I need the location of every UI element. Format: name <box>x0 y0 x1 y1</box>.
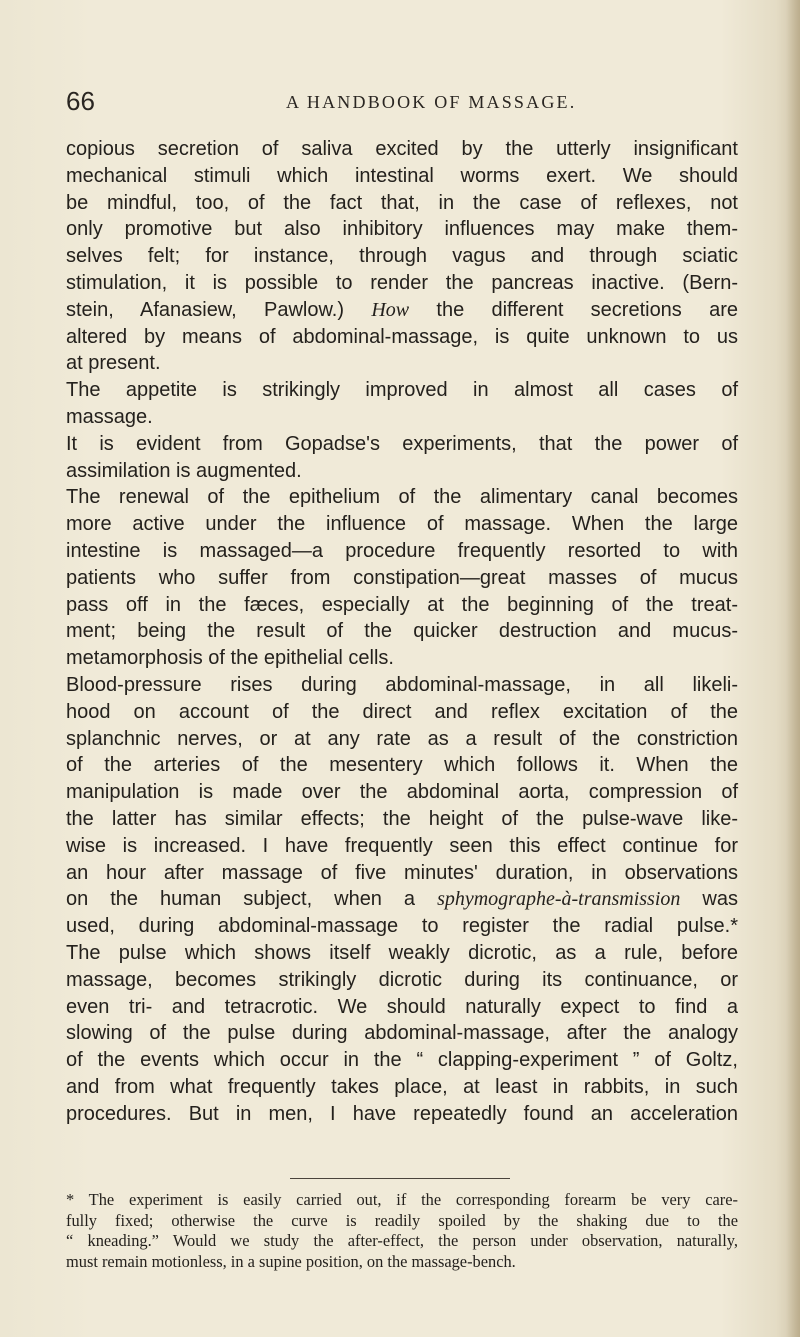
text-line: The renewal of the epithelium of the alimentary canal becomes <box>66 486 738 509</box>
text-segment: stein, Afanasiew, Pawlow.) <box>66 298 345 321</box>
text-line: only promotive but also inhibitory influences may make them- <box>66 218 738 241</box>
text-line: be mindful, too, of the fact that, in the case of reflexes, not <box>66 191 738 214</box>
text-line: The pulse which shows itself weakly dicrotic, as a rule, before <box>66 941 738 964</box>
text-line: splanchnic nerves, or at any rate as a result of the constriction <box>66 727 738 750</box>
text-line: of the arteries of the mesentery which follows it. When the <box>66 754 738 777</box>
text-line: altered by means of abdominal-massage, is quite unknown to us <box>66 325 738 348</box>
italic-how: How <box>371 298 410 321</box>
text-line: more active under the influence of massage. When the large <box>66 513 738 536</box>
footnote <box>66 1190 738 1272</box>
text-line: The appetite is strikingly improved in almost all cases of <box>66 379 738 402</box>
footnote-line: fully fixed; otherwise the curve is readily spoiled by the shaking due to the <box>66 1210 738 1230</box>
text-line: at present. <box>66 352 161 375</box>
footnote-rule <box>290 1178 510 1179</box>
text-line: metamorphosis of the epithelial cells. <box>66 647 394 670</box>
footnote-line: “ kneading.” Would we study the after-effect, the person under observation, naturally, <box>66 1231 738 1251</box>
text-line: manipulation is made over the abdominal aorta, compression of <box>66 781 738 804</box>
footnote-line: * The experiment is easily carried out, if the corresponding forearm be very care- <box>66 1190 738 1209</box>
text-line: stimulation, it is possible to render the pancreas inactive. (Bern- <box>66 271 738 294</box>
text-line: assimilation is augmented. <box>66 459 302 482</box>
text-line: selves felt; for instance, through vagus and through sciatic <box>66 245 738 268</box>
text-segment: the different secretions are <box>436 298 738 321</box>
footnote-line: must remain motionless, in a supine position, on the massage-bench. <box>66 1251 516 1271</box>
text-line: slowing of the pulse during abdominal-massage, after the analogy <box>66 1022 738 1045</box>
text-line: copious secretion of saliva excited by the utterly insignificant <box>66 138 738 160</box>
text-line: intestine is massaged—a procedure frequently resorted to with <box>66 539 738 562</box>
text-line: wise is increased. I have frequently seen this effect continue for <box>66 834 738 857</box>
text-line: hood on account of the direct and reflex excitation of the <box>66 700 738 723</box>
text-line: an hour after massage of five minutes' duration, in observations <box>66 861 738 884</box>
page-edge-shadow <box>786 0 800 1337</box>
text-line: procedures. But in men, I have repeatedly found an acceleration <box>66 1102 738 1125</box>
text-line: and from what frequently takes place, at least in rabbits, in such <box>66 1075 738 1098</box>
text-line: It is evident from Gopadse's experiments, that the power of <box>66 432 738 455</box>
text-line: used, during abdominal-massage to register the radial pulse.* <box>66 915 738 938</box>
text-segment: was <box>702 888 738 911</box>
text-line: the latter has similar effects; the height of the pulse-wave like- <box>66 807 738 830</box>
running-head: A HANDBOOK OF MASSAGE. <box>286 92 577 112</box>
text-line: of the events which occur in the “ clapping-experiment ” of Goltz, <box>66 1049 738 1072</box>
text-line: massage, becomes strikingly dicrotic during its continuance, or <box>66 968 738 991</box>
page-header <box>66 86 626 120</box>
text-line-with-italic <box>66 886 738 913</box>
italic-instrument: sphymographe-à-transmission <box>437 888 681 911</box>
body-text <box>66 136 738 1127</box>
text-line: ment; being the result of the quicker destruction and mucus- <box>66 620 738 643</box>
text-line: mechanical stimuli which intestinal worms exert. We should <box>66 164 738 187</box>
text-segment: on the human subject, when a <box>66 888 416 911</box>
text-line: pass off in the fæces, especially at the beginning of the treat- <box>66 593 738 616</box>
text-line: Blood-pressure rises during abdominal-massage, in all likeli- <box>66 673 738 696</box>
text-line-with-italic <box>66 297 738 324</box>
text-line: massage. <box>66 405 153 428</box>
text-line: even tri- and tetracrotic. We should naturally expect to find a <box>66 995 738 1018</box>
text-line: patients who suffer from constipation—great masses of mucus <box>66 566 738 589</box>
page-number: 66 <box>66 86 95 116</box>
